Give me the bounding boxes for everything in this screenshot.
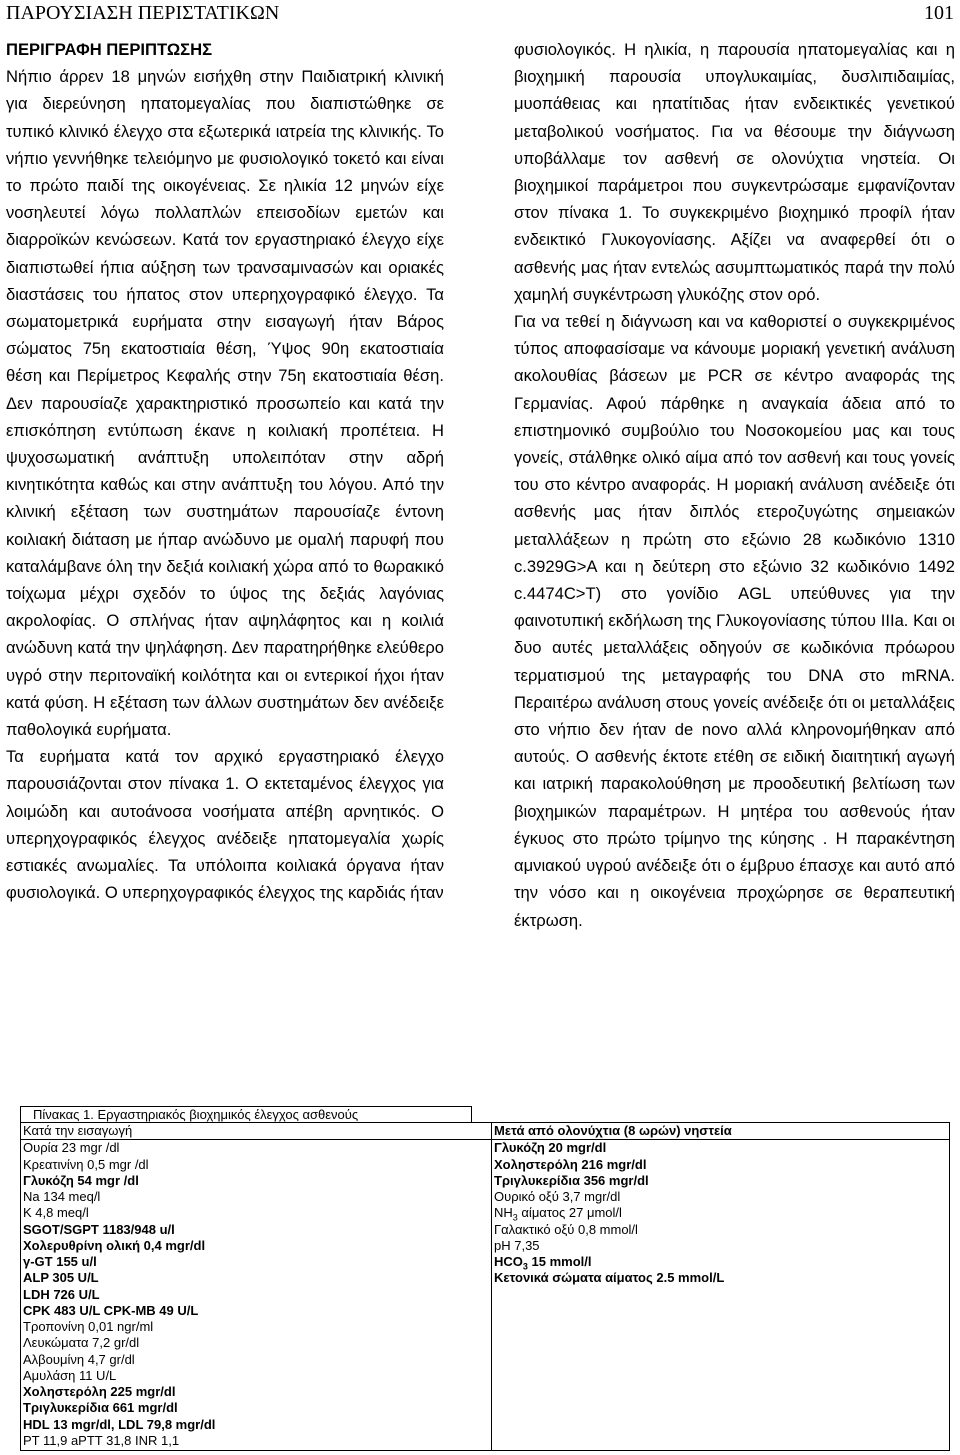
table-row: Αλβουμίνη 4,7 gr/dl xyxy=(23,1351,135,1367)
table-row: $NH_3$ αίματος 27 μmol/l xyxy=(494,1205,622,1223)
left-column xyxy=(6,36,444,907)
table-caption: Πίνακας 1. Εργαστηριακός βιοχημικός έλεγχος ασθενούς xyxy=(20,1106,472,1122)
table-row: Τριγλυκερίδια 356 mgr/dl xyxy=(494,1172,649,1188)
table-row: Ουρία 23 mgr /dl xyxy=(23,1140,120,1156)
case-description-paragraph: Νήπιο άρρεν 18 μηνών εισήχθη στην Παιδιατρική κλινική για διερεύνηση ηπατομεγαλίας που διαπιστώθηκε σε τυπικό κλινικό έλεγχο στα εξωτερικά ιατρεία της κλινικής. Το νήπιο γεννήθηκε τελειόμηνο με φυσιολογικό τοκετό και είναι το πρώτο παιδί της οικογένειας. Σε ηλικία 12 μηνών είχε νοσηλευτεί λόγω πολλαπλών επεισοδίων εμετών και διαρροϊκών κενώσεων. Κατά τον εργαστηριακό έλεγχο είχε διαπιστωθεί ήπια αύξηση των τρανσαμινασών και οριακές διαστάσεις του ήπατος στον υπερηχογραφικό έλεγχο. Τα σωματομετρικά ευρήματα στην εισαγωγή ήταν Βάρος σώματος 75η εκατοστιαία θέση, Ύψος 90η εκατοστιαία θέση και Περίμετρος Κεφαλής στην 75η εκατοστιαία θέση. Δεν παρουσίαζε χαρακτηριστικό προσωπείο και κατά την επισκόπηση εντύπωση έκανε η κοιλιακή προπέτεια. Η ψυχοσωματική ανάπτυξη υπολειπόταν στην αδρή κινητικότητα καθώς και στην ανάπτυξη του λόγου. Από την κλινική εξέταση των συστημάτων παρουσίαζε έντονη κοιλιακή διάταση με ήπαρ ανώδυνο με ομαλή παρυφή που καταλάμβανε όλη την δεξιά κοιλιακή χώρα από το θωρακικό τοίχωμα μέχρι σχεδόν το ύψος της δεξιάς λαγόνιας ακρολοφίας. Ο σπλήνας ήταν αψηλάφητος και η κοιλιά ανώδυνη κατά την ψηλάφηση. Δεν παρατηρήθηκε ελεύθερο υγρό στην περιτοναϊκή κοιλότητα και οι εντερικοί ήχοι ήταν κατά φύση. Η εξέταση των άλλων συστημάτων δεν ανέδειξε παθολογικά ευρήματα. xyxy=(6,67,444,740)
page-number: 101 xyxy=(924,2,954,24)
lab-table xyxy=(20,1106,950,1451)
table-row: Τροπονίνη 0,01 ngr/ml xyxy=(23,1319,154,1334)
table-row: pH 7,35 xyxy=(494,1237,540,1253)
table-row: Χολερυθρίνη ολική 0,4 mgr/dl xyxy=(23,1237,206,1253)
fasting-column xyxy=(492,1122,950,1451)
table-row: $HCO_3$ 15 mmol/l xyxy=(494,1254,592,1272)
table-row: Κρεατινίνη 0,5 mgr /dl xyxy=(23,1156,149,1172)
fasting-rows xyxy=(492,1140,949,1286)
diagnosis-paragraph: φυσιολογικός. Η ηλικία, η παρουσία ηπατομεγαλίας και η βιοχημική παρουσία υπογλυκαιμίας, δυσλιπιδαιμίας, μυοπάθειας και ηπατίτιδας ήταν ενδεικτικές γενετικού μεταβολικού νοσήματος. Για να θέσουμε την διάγνωση υποβάλλαμε τον ασθενή σε ολονύχτια νηστεία. Οι βιοχημικοί παράμετροι που συγκεντρώσαμε εμφανίζονταν στον πίνακα 1. Το συγκεκριμένο βιοχημικό προφίλ ήταν ενδεικτικό Γλυκογονίασης. Αξίζει να αναφερθεί ότι ο ασθενής μας ήταν εντελώς ασυμπτωματικός παρά την πολύ χαμηλή συγκέντρωση γλυκόζης στον ορό. xyxy=(514,40,955,304)
fasting-header: Μετά από ολονύχτια (8 ωρών) νηστεία xyxy=(492,1123,949,1140)
right-column xyxy=(514,36,955,934)
table-row: Κετονικά σώματα αίματος 2.5 mmol/L xyxy=(494,1270,725,1286)
table-row: LDH 726 U/L xyxy=(23,1286,100,1302)
genetic-analysis-paragraph: Για να τεθεί η διάγνωση και να καθοριστεί ο συγκεκριμένος τύπος αποφασίσαμε να κάνουμε μοριακή γενετική ανάλυση ακολουθίας βάσεων με PCR σε κέντρο αναφοράς της Γερμανίας. Αφού πάρθηκε η αναγκαία άδεια από το επιστημονικό συμβούλιο του Νοσοκομείου μας και τους γονείς, στάλθηκε ολικό αίμα από τον ασθενή και τους γονείς του στο κέντρο αναφοράς. Η μοριακή ανάλυση ανέδειξε ότι ασθενής μας ήταν διπλός ετεροζυγώτης σημειακών μεταλλάξεων η πρώτη στο εξώνιο 28 κωδικόνιο 1310 c.3929G>A και η δεύτερη στο εξώνιο 32 κωδικόνιο 1492 c.4474C>T) στο γονίδιο AGL υπεύθυνες για την φαινοτυπική εκδήλωση της Γλυκογονίασης τύπου IIIa. Και οι δυο αυτές μεταλλάξεις οδηγούν σε κωδικόνια πρόωρου τερματισμού της μεταγραφής του DNA στο mRNA. Περαιτέρω ανάλυση στους γονείς ανέδειξε ότι οι μεταλλάξεις στο νήπιο δεν ήταν de novo αλλά κληρονομήθηκαν από αυτούς. Ο ασθενής έκτοτε ετέθη σε ειδική διαιτητική αγωγή και ιατρική παρακολούθηση με προοδευτική βελτίωση των βιοχημικών παραμέτρων. Η μητέρα του ασθενούς ήταν έγκυος στο πρώτο τρίμηνο της κύησης . Η παρακέντηση αμνιακού υγρού ανέδειξε ότι ο έμβρυο έπασχε και αυτό από την νόσο και η οικογένεια προχώρησε σε θεραπευτική έκτρωση. xyxy=(514,312,955,930)
table-row: Ουρικό οξύ 3,7 mgr/dl xyxy=(494,1189,621,1204)
admission-rows xyxy=(21,1140,491,1449)
table-row: Na 134 meq/l xyxy=(23,1189,101,1204)
section-heading: ΠΕΡΙΓΡΑΦΗ ΠΕΡΙΠΤΩΣΗΣ xyxy=(6,40,213,59)
lab-findings-paragraph: Τα ευρήματα κατά τον αρχικό εργαστηριακό έλεγχο παρουσιάζονται στον πίνακα 1. Ο εκτεταμένος έλεγχος για λοιμώδη και αυτοάνοσα νοσήματα απέβη αρνητικός. Ο υπερηχογραφικός έλεγχος ανέδειξε ηπατομεγαλία χωρίς εστιακές ανωμαλίες. Τα υπόλοιπα κοιλιακά όργανα ήταν φυσιολογικά. Ο υπερηχογραφικός έλεγχος της καρδιάς ήταν xyxy=(6,747,444,903)
table-row: Τριγλυκερίδια 661 mgr/dl xyxy=(23,1400,178,1416)
table-row: K 4,8 meq/l xyxy=(23,1205,89,1221)
admission-header: Κατά την εισαγωγή xyxy=(21,1123,491,1140)
table-row: CPK 483 U/L CPK-MB 49 U/L xyxy=(23,1302,199,1318)
table-row: HDL 13 mgr/dl, LDL 79,8 mgr/dl xyxy=(23,1416,216,1432)
table-row: Χοληστερόλη 216 mgr/dl xyxy=(494,1156,647,1172)
table-row: Αμυλάση 11 U/L xyxy=(23,1367,117,1383)
table-row: Χοληστερόλη 225 mgr/dl xyxy=(23,1384,176,1399)
table-row: Γαλακτικό οξύ 0,8 mmol/l xyxy=(494,1221,638,1237)
table-row: γ-GT 155 u/l xyxy=(23,1254,97,1269)
admission-column xyxy=(20,1122,492,1451)
table-row: Λευκώματα 7,2 gr/dl xyxy=(23,1335,140,1351)
running-head xyxy=(0,0,960,26)
table-row: SGOT/SGPT 1183/948 u/l xyxy=(23,1221,175,1237)
table-row: PT 11,9 aPTT 31,8 INR 1,1 xyxy=(23,1432,180,1448)
table-row: Γλυκόζη 54 mgr /dl xyxy=(23,1172,139,1188)
table-row: ALP 305 U/L xyxy=(23,1270,99,1286)
running-head-title: ΠΑΡΟΥΣΙΑΣΗ ΠΕΡΙΣΤΑΤΙΚΩΝ xyxy=(6,2,280,24)
table-row: Γλυκόζη 20 mgr/dl xyxy=(494,1140,607,1156)
